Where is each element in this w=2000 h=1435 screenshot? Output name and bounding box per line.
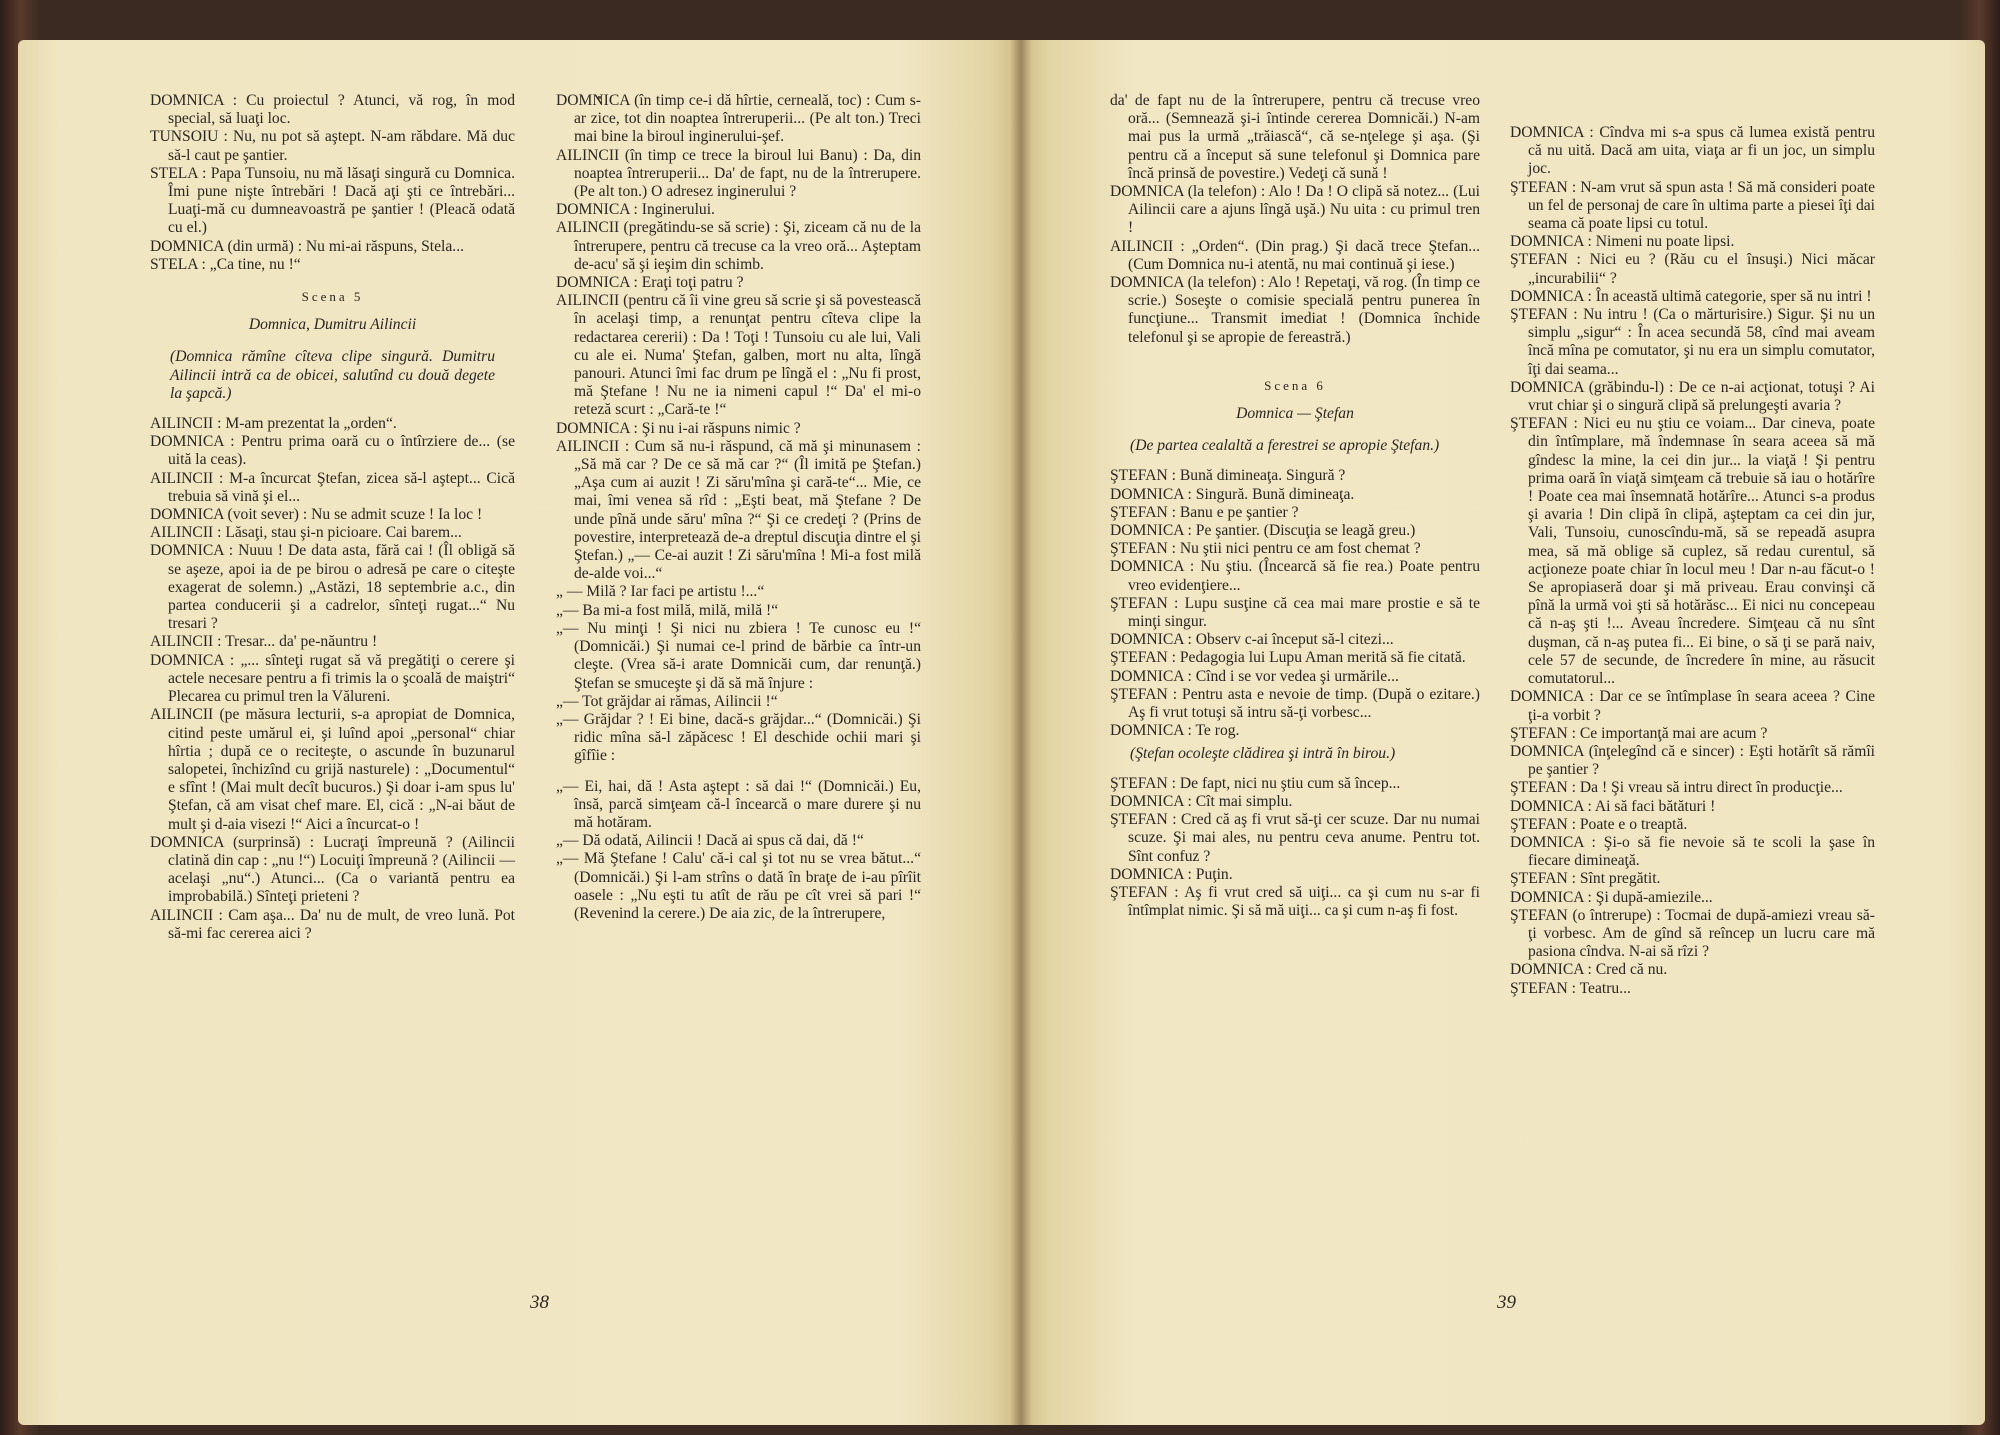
dialogue-line: DOMNICA (înţelegînd că e sincer) : Eşti hotărît să rămîi pe şantier ? (1510, 742, 1875, 779)
dialogue-line: DOMNICA : Puţin. (1110, 865, 1233, 883)
dialogue-line: AILINCII : Cum să nu-i răspund, că mă şi minunasem : „Să mă car ? De ce să mă car ?“ (Îl imită pe Ştefan.) „Aşa cum ai auzit ! Zi săru'mîna şi cară-te“... Mie, ce mai, îmi venea să rîd : „Eşti beat, mă Ştefane ? De unde pînă unde săru' mîna ?“ Şi ce credeţi ? (Prins de povestire, interpretează de-a dreptul discuţia dintre el şi Ştefan.) „— Ce-ai auzit ! Zi săru'mîna ! Mi-a fost milă de-alde voi...“ (556, 437, 921, 583)
dialogue-line: DOMNICA (la telefon) : Alo ! Repetaţi, vă rog. (În timp ce scrie.) Soseşte o comisie specială pentru punerea în funcţiune... Transmit imediat ! (Domnica închide telefonul şi se apropie de fereastră.) (1110, 274, 1480, 346)
dialogue-line: AILINCII : M-a încurcat Ştefan, zicea să-l aştept... Cică trebuia să vină şi el... (150, 469, 515, 505)
dialogue-line: DOMNICA (la telefon) : Alo ! Da ! O clipă să notez... (Lui Ailincii care a ajuns lîngă uşă.) Nu uita : cu primul tren ! (1110, 183, 1480, 237)
stage-direction: (Domnica rămîne cîteva clipe singură. Dumitru Ailincii intră ca de obicei, salutînd cu două degete la şapcă.) (170, 348, 495, 402)
dialogue-line: STELA : Papa Tunsoiu, nu mă lăsaţi singură cu Domnica. Îmi pune nişte întrebări ! Dacă aţi şti ce întrebări... Luaţi-mă cu dumneavoastră pe şantier ! (Pleacă odată cu el.) (150, 164, 515, 237)
dialogue-line: ŞTEFAN : Nici eu ? (Rău cu el însuşi.) Nici măcar „incurabilii“ ? (1510, 251, 1875, 287)
dialogue-line: ŞTEFAN : Pedagogia lui Lupu Aman merită să fie citată. (1110, 649, 1466, 667)
book-gutter (1010, 40, 1032, 1425)
dialogue-line: „— Mă Ştefane ! Calu' că-i cal şi tot nu se vrea bătut...“ (Domnicăi.) Şi l-am strîns o dată în braţe de i-au pîrîit oasele : „Nu eşti tu atît de rău pe cît vrei să pari !“ (Revenind la cerere.) De aia zic, de la întrerupere, (556, 850, 921, 922)
dialogue-line: DOMNICA : Cred că nu. (1510, 961, 1668, 979)
dialogue-line: AILINCII : „Orden“. (Din prag.) Şi dacă trece Ştefan... (Cum Domnica nu-i atentă, nu mai continuă şi iese.) (1110, 237, 1480, 273)
dialogue-line: DOMNICA : Dar ce se întîmplase în seara aceea ? Cine ţi-a vorbit ? (1510, 688, 1875, 724)
right-page-column-1 (1110, 92, 1480, 920)
dialogue-line: AILINCII (pe măsura lecturii, s-a apropiat de Domnica, citind peste umărul ei, şi luînd apoi „personal“ chiar hîrtia ; după ce o reciteşte, o ascunde în buzunarul salopetei, închizînd cu grijă nasturele) : „Documentul“ e sfînt ! (Mai mult decît bucuros.) Şi doar i-am spus lu' Ştefan, că am visat chef mare. El, cică : „N-ai băut de mult şi d-aia visezi !“ Aici a încurcat-o ! (150, 706, 515, 833)
dialogue-line: ŞTEFAN : Cred că aş fi vrut să-ţi cer scuze. Dar nu numai scuze. Şi mai ales, nu pentru ceva anume. Pentru tot. Sînt confuz ? (1110, 811, 1480, 865)
dialogue-line: DOMNICA : Eraţi toţi patru ? (556, 274, 744, 292)
scene-heading: Scena 6 (1264, 377, 1326, 393)
dialogue-line: ŞTEFAN : Aş fi vrut cred să uiţi... ca şi cum nu s-ar fi întîmplat nimic. Şi să mă uiţi... ca şi cum n-aş fi fost. (1110, 883, 1480, 920)
dialogue-line: AILINCII (în timp ce trece la biroul lui Banu) : Da, din noaptea întreruperii... Da' de fapt, nu de la întrerupere. (Pe alt ton.) O adresez inginerului ? (556, 146, 921, 201)
scene-characters: Domnica, Dumitru Ailincii (248, 316, 417, 334)
dialogue-line: DOMNICA : Te rog. (1110, 722, 1240, 740)
dialogue-line: da' de fapt nu de la întrerupere, pentru că trecuse vreo oră... (Semnează şi-i întinde cererea Domnicăi.) N-am mai pus la urmă „trăiască“, că se-nţelege şi aşa. (Şi pentru că a început să sune telefonul şi Domnica pare încă prinsă de povestire.) Vedeţi că sună ! (1110, 92, 1480, 182)
dialogue-line: DOMNICA (grăbindu-l) : De ce n-ai acţionat, totuşi ? Ai vrut chiar şi o singură clipă să prelungeşti avaria ? (1510, 378, 1875, 415)
dialogue-line: ŞTEFAN : Sînt pregătit. (1510, 870, 1661, 888)
dialogue-line: DOMNICA : Şi după-amiezile... (1510, 888, 1713, 906)
dialogue-line: ŞTEFAN : Nici eu nu ştiu ce voiam... Dar cineva, poate din întîmplare, mă îndemnase în seara aceea să mă gîndesc la mine, la cei din jur... la viaţă ! Şi pentru prima oară în viaţă simţeam că trebuie să iau o hotărîre ! Poate cea mai însemnată hotărîre... Atunci s-a produs şi avaria ! Din clipă în clipă, aşteptam ca cei din jur, Vali, Tunsoiu, cunoscîndu-mă, să se repeadă asupra mea, să mă oblige să cuplez, să redau curentul, să acţioneze poate chiar în locul meu ! Dar n-au făcut-o ! Se apropiaseră doar şi mă priveau. Erau convinşi că pînă la urmă voi şti să hotărăsc... Ei nici nu concepeau că n-aş şti !... Aveau încredere. Simţeau că nu sînt duşman, că n-aş putea fi... Ei bine, o să ţi se pară naiv, cele 57 de secunde, de încredere în mine, au răsucit comutatorul... (1510, 415, 1875, 688)
dialogue-line: ŞTEFAN : Lupu susţine că cea mai mare prostie e să te minţi singur. (1110, 594, 1480, 631)
dialogue-line: DOMNICA : Observ c-ai început să-l citezi... (1110, 631, 1394, 649)
dialogue-line: DOMNICA : În această ultimă categorie, sper să nu intri ! (1510, 287, 1872, 305)
dialogue-line: DOMNICA : Nuuu ! De data asta, fără cai ! (Îl obligă să se aşeze, apoi ia de pe birou o adresă pe care o citeşte exagerat de solemn.) „Astăzi, 18 septembrie a.c., din partea conducerii şi a cadrelor, sînteţi rugat...“ Nu tresari ? (150, 542, 515, 633)
scene-heading: Scena 5 (301, 289, 364, 305)
dialogue-line: ŞTEFAN : N-am vrut să spun asta ! Să mă consideri poate un fel de personaj de care în ultima parte a piesei îţi dai seama că poate lipsi cu totul. (1510, 178, 1875, 233)
dialogue-line: DOMNICA : Pentru prima oară cu o întîrziere de... (se uită la ceas). (150, 433, 515, 469)
dialogue-line: DOMNICA (surprinsă) : Lucraţi împreună ? (Ailincii clatină din cap : „nu !“) Locuiţi împreună ? (Ailincii — acelaşi „nu“.) Atunci... (Ca o variantă pentru ea improbabilă.) Sînteţi prieteni ? (150, 833, 515, 906)
dialogue-line: DOMNICA : Cîndva mi s-a spus că lumea există pentru că nu uită. Dacă am uita, viaţa ar fi un joc, un simplu joc. (1510, 124, 1875, 178)
left-page-column-2 (556, 92, 921, 923)
dialogue-line: AILINCII : Lăsaţi, stau şi-n picioare. Cai barem... (150, 524, 462, 542)
stage-direction: (Ştefan ocoleşte clădirea şi intră în birou.) (1130, 744, 1396, 762)
dialogue-line: AILINCII : Tresar... da' pe-năuntru ! (150, 633, 378, 651)
dialogue-line: „— Ba mi-a fost milă, milă, milă !“ (556, 601, 779, 619)
dialogue-line: ŞTEFAN : Banu e pe şantier ? (1110, 503, 1299, 521)
dialogue-line: DOMNICA : Cînd i se vor vedea şi urmările... (1110, 667, 1399, 685)
dialogue-line: DOMNICA (voit sever) : Nu se admit scuze ! Ia loc ! (150, 506, 483, 524)
dialogue-line: DOMNICA : Nu ştiu. (Încearcă să fie rea.) Poate pentru vreo evidenţiere... (1110, 558, 1480, 594)
left-page-column-1 (150, 92, 515, 943)
dialogue-line: AILINCII : Cam aşa... Da' nu de mult, de vreo lună. Pot să-mi fac cererea aici ? (150, 906, 515, 942)
dialogue-line: TUNSOIU : Nu, nu pot să aştept. N-am răbdare. Mă duc să-l caut pe şantier. (150, 128, 515, 164)
dialogue-line: ŞTEFAN : Ce importanţă mai are acum ? (1510, 724, 1768, 742)
stage-direction: (De partea cealaltă a ferestrei se apropie Ştefan.) (1130, 437, 1440, 455)
page-number-left: 38 (530, 1292, 549, 1313)
dialogue-line: ŞTEFAN (o întrerupe) : Tocmai de după-amiezi vreau să-ţi vorbesc. Am de gînd să reîncep un lucru care mă pasiona cîndva. N-ai să rîzi ? (1510, 906, 1875, 961)
dialogue-line: DOMNICA : Cu proiectul ? Atunci, vă rog, în mod special, să luaţi loc. (150, 92, 515, 128)
dialogue-line: DOMNICA : Şi-o să fie nevoie să te scoli la şase în fiecare dimineaţă. (1510, 833, 1875, 870)
dialogue-line: „— Ei, hai, dă ! Asta aştept : să dai !“ (Domnicăi.) Eu, însă, parcă simţeam că-l încearcă o mare durere şi nu mă hotăram. (556, 777, 921, 831)
dialogue-line: DOMNICA (în timp ce-i dă hîrtie, cerneală, toc) : Cum s-ar zice, tot din noaptea întreruperii... (Pe alt ton.) Treci mai bine la biroul inginerului-şef. (556, 92, 921, 146)
dialogue-line: „— Tot grăjdar ai rămas, Ailincii !“ (556, 692, 778, 710)
dialogue-line: „— Nu minţi ! Şi nici nu zbiera ! Te cunosc eu !“ (Domnicăi.) Şi numai ce-l prind de bărbie ca într-un cleşte. (Vrea să-i arate Domnicăi cum, dar renunţă.) Ştefan se smuceşte şi dă să mă înjure : (556, 619, 921, 692)
dialogue-line: AILINCII (pregătindu-se să scrie) : Şi, ziceam că nu de la întrerupere, pentru că trecuse ca la vreo oră... Aşteptam de-acu' să şi ieşim din schimb. (556, 219, 921, 273)
dialogue-line: DOMNICA : Inginerului. (556, 201, 715, 219)
dialogue-line: „— Dă odată, Ailincii ! Dacă ai spus că dai, dă !“ (556, 832, 864, 850)
dialogue-line: DOMNICA : Singură. Bună dimineaţa. (1110, 485, 1355, 503)
dialogue-line: DOMNICA (din urmă) : Nu mi-ai răspuns, Stela... (150, 237, 464, 255)
dialogue-line: ŞTEFAN : Poate e o treaptă. (1510, 815, 1688, 833)
dialogue-line: ŞTEFAN : Nu intru ! (Ca o mărturisire.) Sigur. Şi nu un simplu „sigur“ : În acea secundă 58, cînd mai aveam încă mîna pe comutator, şi nu era un simplu comutator, îţi dai seama... (1510, 306, 1875, 378)
dialogue-line: ŞTEFAN : Bună dimineaţa. Singură ? (1110, 467, 1346, 485)
dialogue-line: ŞTEFAN : Nu ştii nici pentru ce am fost chemat ? (1110, 540, 1421, 558)
dialogue-line: AILINCII : M-am prezentat la „orden“. (150, 415, 397, 433)
dialogue-line: DOMNICA : „... sînteţi rugat să vă pregătiţi o cerere şi actele necesare pentru a fi trimis la o şcoală de maiştri“ Plecarea cu primul tren la Vălureni. (150, 651, 515, 706)
dialogue-line: STELA : „Ca tine, nu !“ (150, 255, 301, 273)
dialogue-line: ŞTEFAN : De fapt, nici nu ştiu cum să încep... (1110, 774, 1401, 792)
dialogue-line: AILINCII (pentru că îi vine greu să scrie şi să povestească în acelaşi timp, a renunţat pentru cîteva clipe la redactarea cererii) : Da ! Toţi ! Tunsoiu cu ale lui, Vali cu ale ei. Numa' Ştefan, galben, mort nu alta, lîngă panouri. Atunci îmi fac drum pe lîngă el : „Nu fi prost, mă Ştefane ! Nu ne ia nimeni capul !“ Da' el mi-o reteză scurt : „Cară-te !“ (556, 292, 921, 419)
page-number-right: 39 (1497, 1292, 1516, 1313)
dialogue-line: ŞTEFAN : Teatru... (1510, 979, 1631, 997)
dialogue-line: „ — Milă ? Iar faci pe artistu !...“ (556, 583, 765, 601)
dialogue-line: DOMNICA : Pe şantier. (Discuţia se leagă greu.) (1110, 522, 1416, 540)
dialogue-line: „— Grăjdar ? ! Ei bine, dacă-s grăjdar...“ (Domnicăi.) Şi ridic mîna să-l zăpăcesc ! El deschide ochii mari şi gîfîie : (556, 710, 921, 765)
dialogue-line: DOMNICA : Nimeni nu poate lipsi. (1510, 233, 1735, 251)
dialogue-line: DOMNICA : Ai să faci bătături ! (1510, 797, 1716, 815)
dialogue-line: DOMNICA : Şi nu i-ai răspuns nimic ? (556, 419, 801, 437)
dialogue-line: ŞTEFAN : Da ! Şi vreau să intru direct în producţie... (1510, 779, 1843, 797)
dialogue-line: ŞTEFAN : Pentru asta e nevoie de timp. (După o ezitare.) Aş fi vrut totuşi să intru să-ţi vorbesc... (1110, 685, 1480, 722)
scene-characters: Domnica — Ştefan (1236, 405, 1354, 423)
right-page-column-2 (1510, 124, 1875, 998)
dialogue-line: DOMNICA : Cît mai simplu. (1110, 792, 1293, 810)
